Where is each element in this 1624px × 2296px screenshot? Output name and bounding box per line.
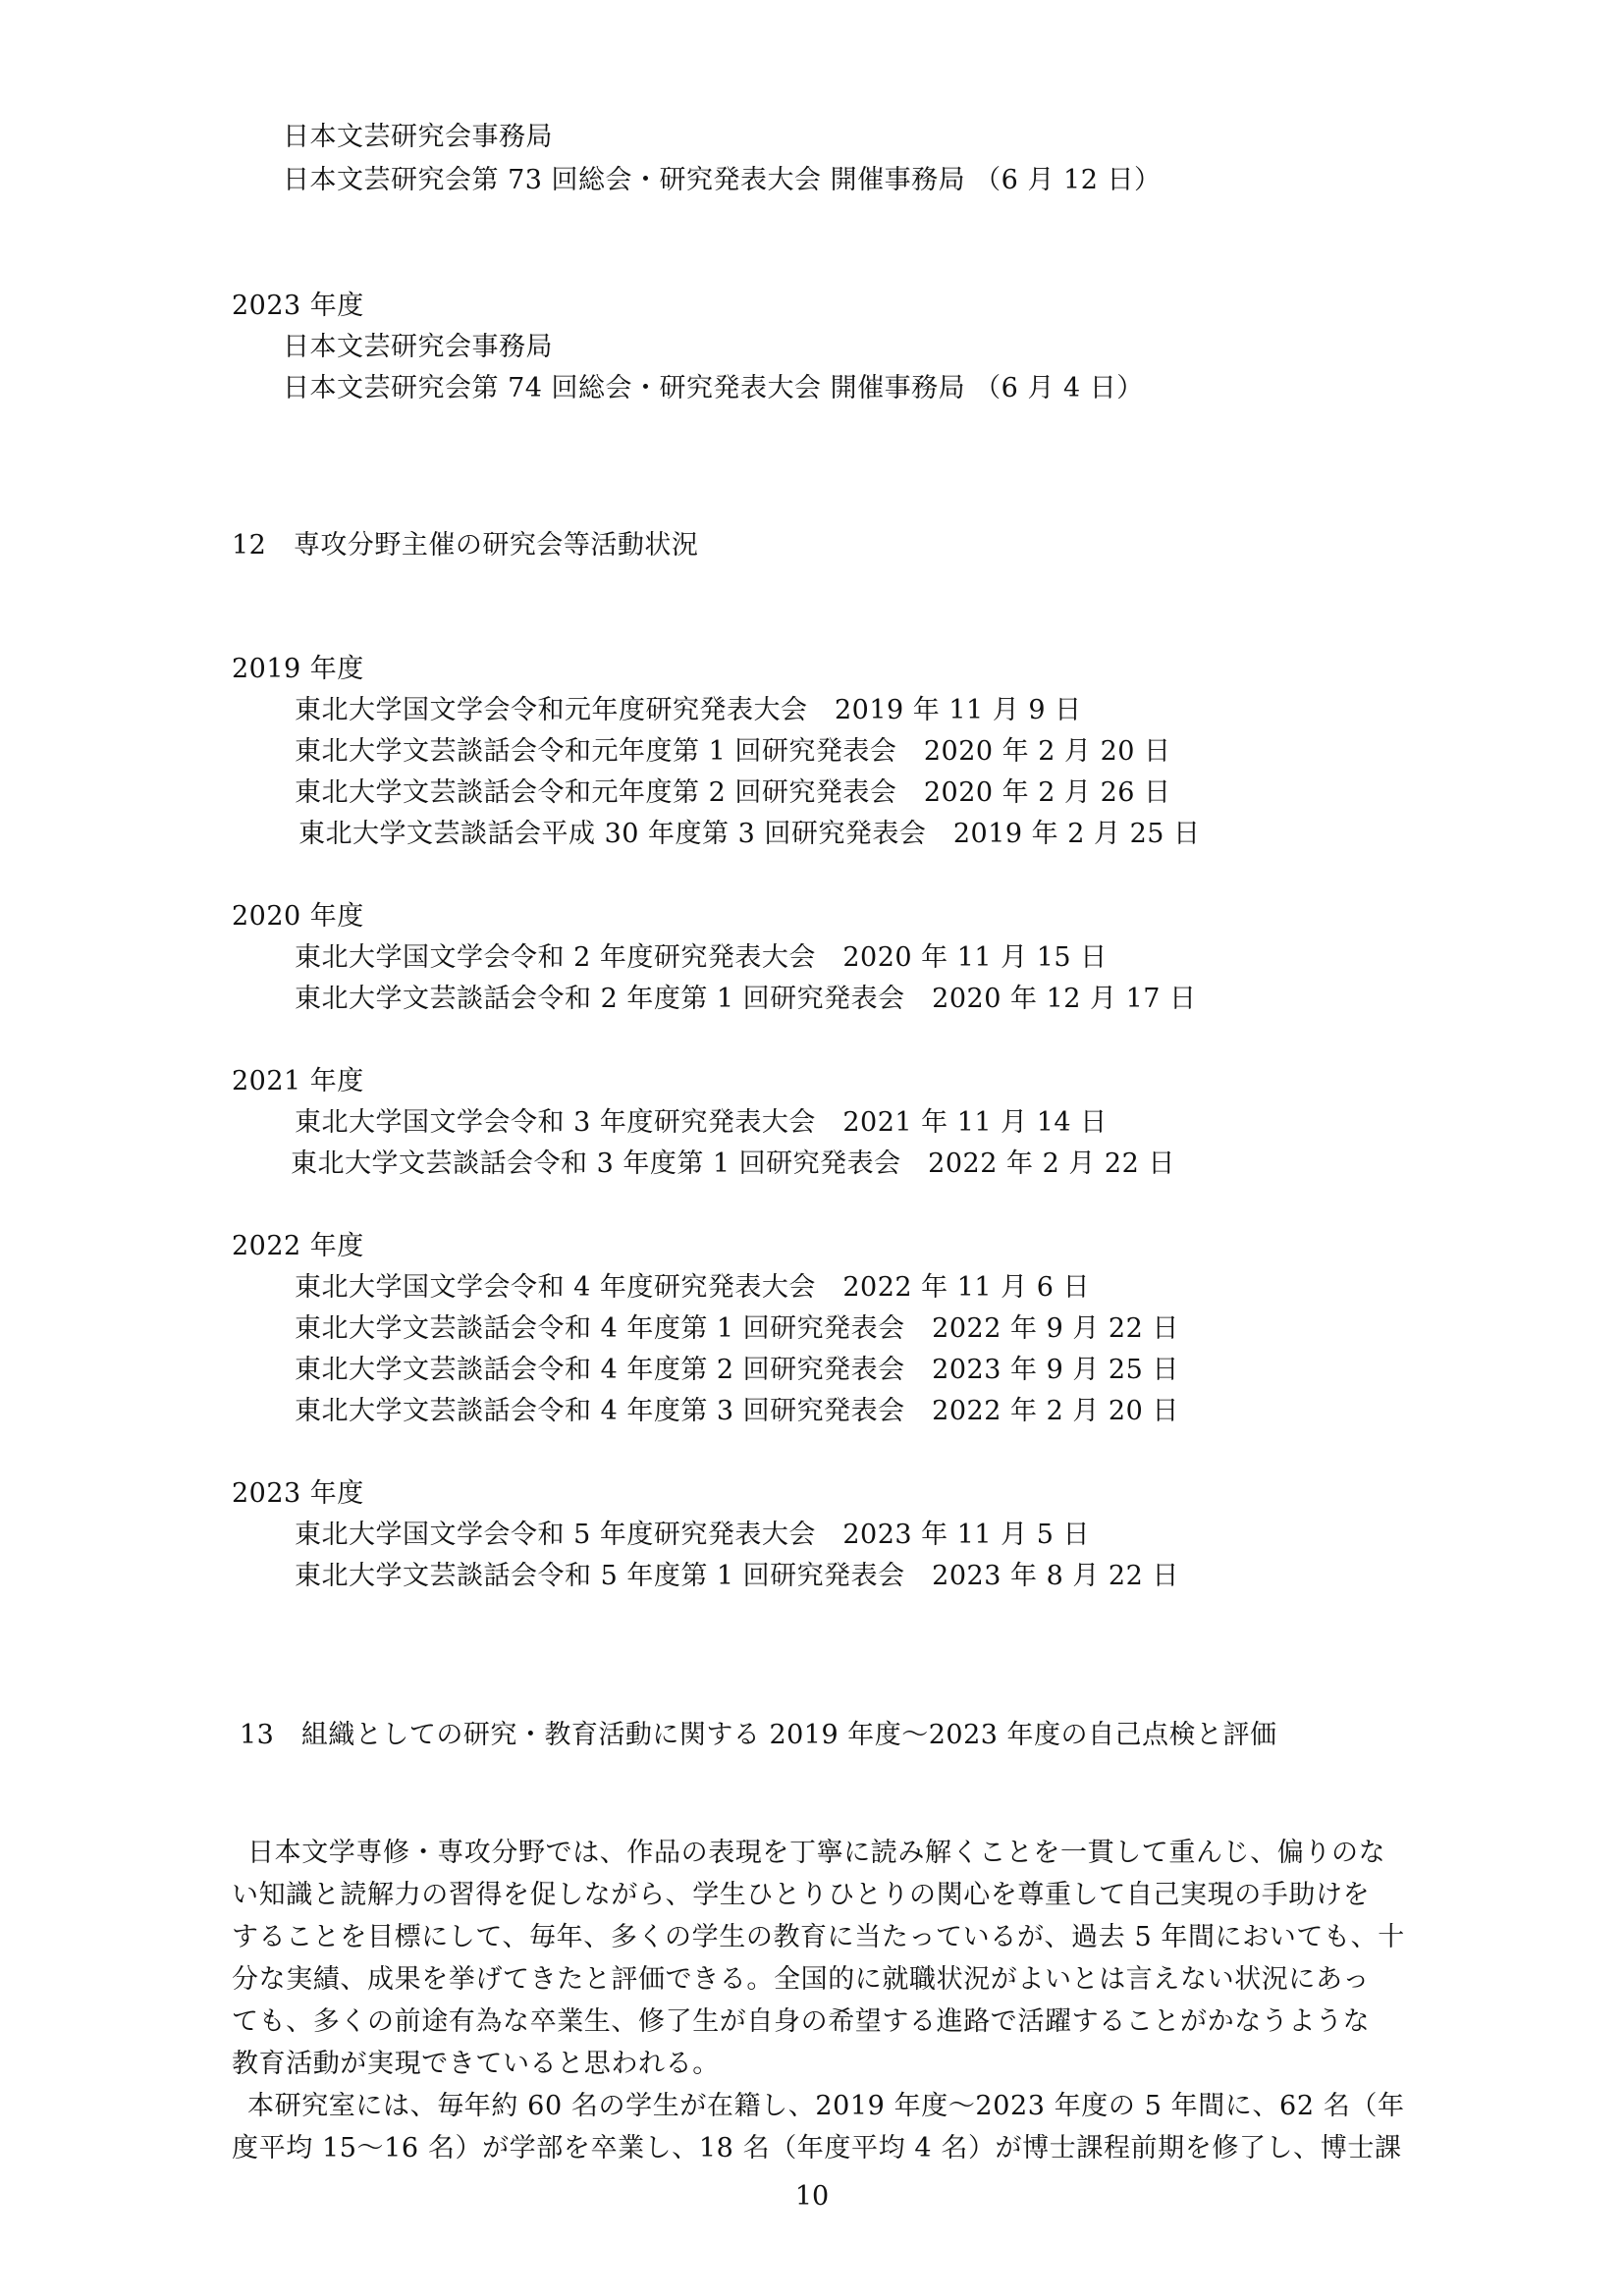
event-item: 東北大学国文学会令和元年度研究発表大会 2019 年 11 月 9 日 [295, 695, 1082, 725]
year-heading: 2023 年度 [232, 291, 364, 321]
office-event-line: 日本文芸研究会第 74 回総会・研究発表大会 開催事務局 （6 月 4 日） [283, 373, 1144, 403]
event-item: 東北大学文芸談話会平成 30 年度第 3 回研究発表会 2019 年 2 月 25 日 [298, 819, 1201, 849]
paragraph-line: 日本文学専修・専攻分野では、作品の表現を丁寧に読み解くことを一貫して重んじ、偏りのな [247, 1838, 1386, 1868]
event-item: 東北大学国文学会令和 4 年度研究発表大会 2022 年 11 月 6 日 [295, 1272, 1091, 1303]
year-heading: 2019 年度 [232, 654, 364, 684]
year-heading: 2023 年度 [232, 1478, 364, 1509]
event-item: 東北大学文芸談話会令和元年度第 1 回研究発表会 2020 年 2 月 20 日 [295, 736, 1171, 767]
paragraph-line: い知識と読解力の習得を促しながら、学生ひとりひとりの関心を尊重して自己実現の手助けを [232, 1880, 1371, 1910]
paragraph-line: 教育活動が実現できていると思われる。 [232, 2049, 720, 2079]
year-heading: 2022 年度 [232, 1231, 364, 1261]
event-item: 東北大学文芸談話会令和 3 年度第 1 回研究発表会 2022 年 2 月 22 日 [291, 1148, 1175, 1179]
office-line: 日本文芸研究会事務局 [283, 122, 553, 152]
paragraph-line: 本研究室には、毎年約 60 名の学生が在籍し、2019 年度～2023 年度の 5 年間に、62 名（年 [247, 2091, 1405, 2121]
office-line: 日本文芸研究会事務局 [283, 332, 553, 362]
paragraph-line: 度平均 15～16 名）が学部を卒業し、18 名（年度平均 4 名）が博士課程前期を修了し、博士課 [232, 2133, 1402, 2163]
section-12-heading: 12 専攻分野主催の研究会等活動状況 [232, 530, 699, 561]
evaluation-paragraph [232, 1832, 1410, 2169]
event-item: 東北大学文芸談話会令和元年度第 2 回研究発表会 2020 年 2 月 26 日 [295, 777, 1171, 808]
event-item: 東北大学文芸談話会令和 2 年度第 1 回研究発表会 2020 年 12 月 17 日 [295, 984, 1197, 1014]
office-event-line: 日本文芸研究会第 73 回総会・研究発表大会 開催事務局 （6 月 12 日） [283, 165, 1162, 195]
event-item: 東北大学国文学会令和 5 年度研究発表大会 2023 年 11 月 5 日 [295, 1520, 1091, 1550]
event-item: 東北大学国文学会令和 3 年度研究発表大会 2021 年 11 月 14 日 [295, 1107, 1108, 1138]
event-item: 東北大学文芸談話会令和 5 年度第 1 回研究発表会 2023 年 8 月 22 日 [295, 1561, 1179, 1591]
section-13-heading: 13 組織としての研究・教育活動に関する 2019 年度～2023 年度の自己点検と評価 [240, 1720, 1277, 1750]
event-item: 東北大学文芸談話会令和 4 年度第 3 回研究発表会 2022 年 2 月 20 日 [295, 1396, 1179, 1426]
paragraph-line: 分な実績、成果を挙げてきたと評価できる。全国的に就職状況がよいとは言えない状況にあっ [232, 1964, 1370, 1995]
event-item: 東北大学文芸談話会令和 4 年度第 2 回研究発表会 2023 年 9 月 25 日 [295, 1355, 1179, 1385]
event-item: 東北大学文芸談話会令和 4 年度第 1 回研究発表会 2022 年 9 月 22 日 [295, 1313, 1179, 1344]
page-number: 10 [794, 2181, 830, 2212]
paragraph-line: することを目標にして、毎年、多くの学生の教育に当たっているが、過去 5 年間においても、十 [232, 1922, 1405, 1952]
event-item: 東北大学国文学会令和 2 年度研究発表大会 2020 年 11 月 15 日 [295, 942, 1108, 973]
year-heading: 2020 年度 [232, 901, 364, 932]
paragraph-line: ても、多くの前途有為な卒業生、修了生が自身の希望する進路で活躍することがかなうような [232, 2006, 1371, 2037]
year-heading: 2021 年度 [232, 1066, 364, 1096]
